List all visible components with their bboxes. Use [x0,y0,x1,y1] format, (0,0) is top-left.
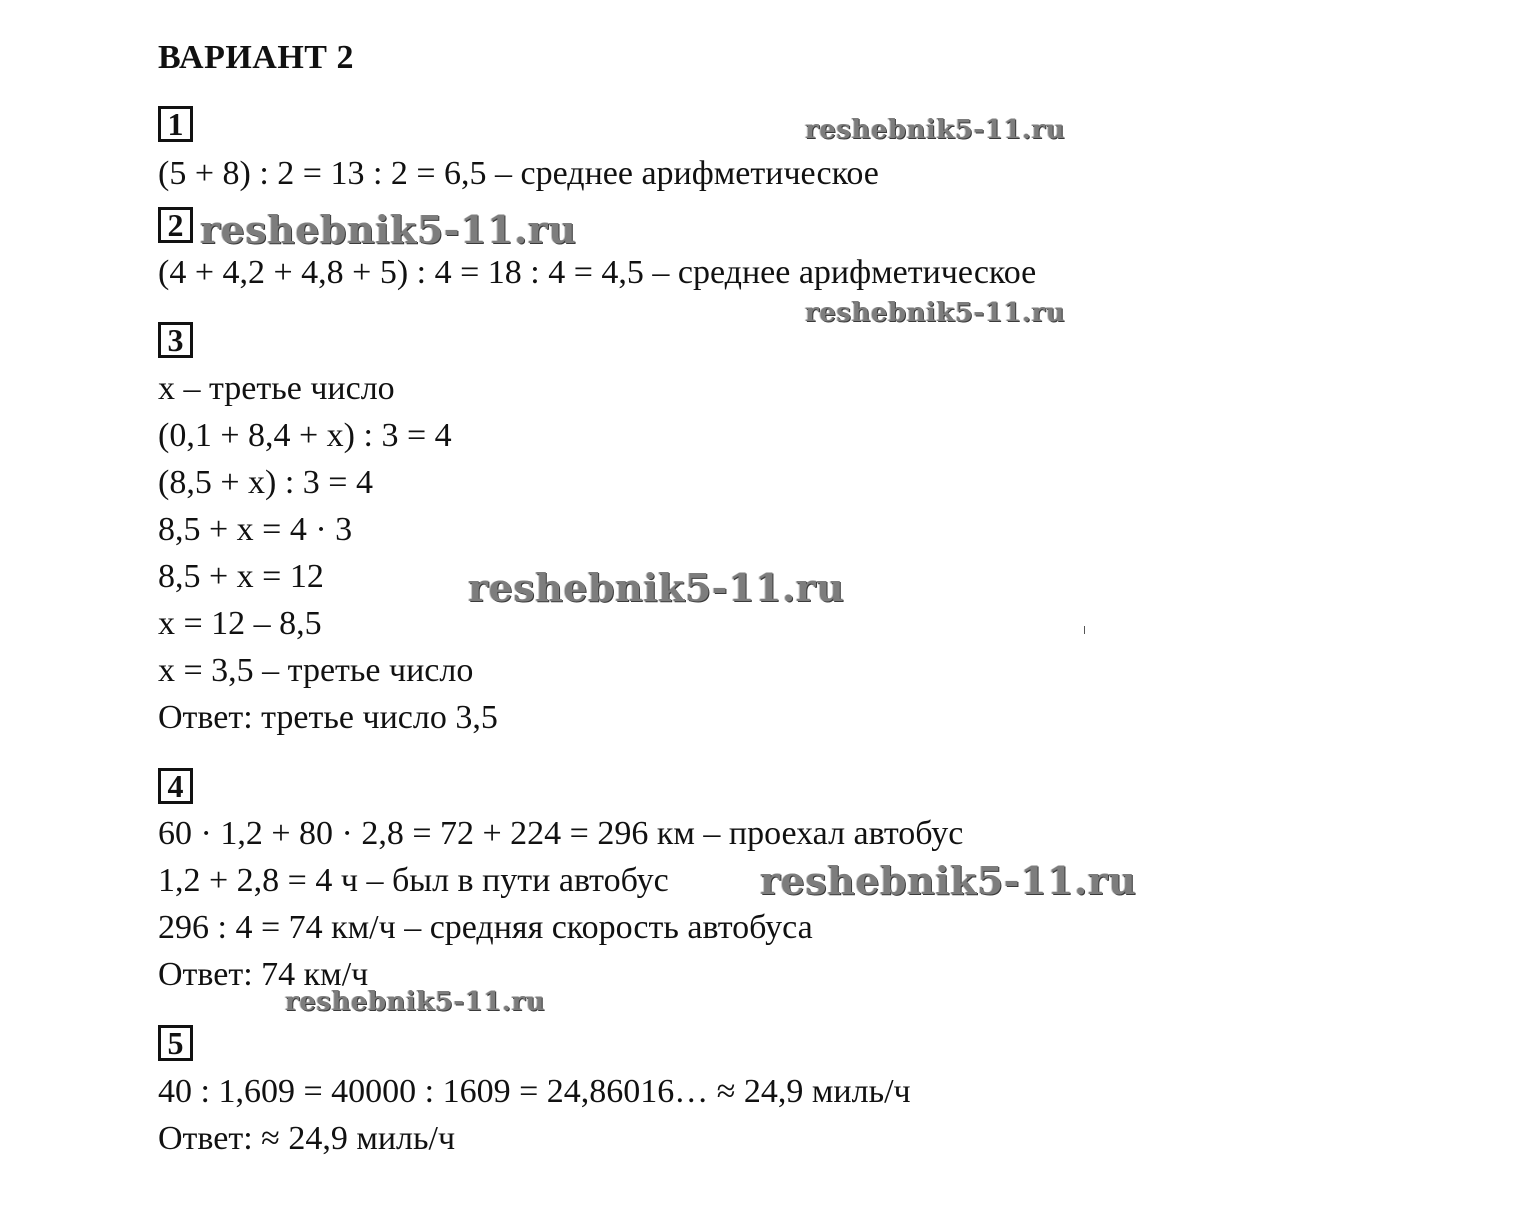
task-number-box: 4 [158,768,193,804]
answer-line: Ответ: третье число 3,5 [158,699,498,736]
solution-line: 1,2 + 2,8 = 4 ч – был в пути автобус [158,862,669,899]
solution-line: 8,5 + x = 12 [158,558,324,595]
solution-line: 60 · 1,2 + 80 · 2,8 = 72 + 224 = 296 км – проехал автобус [158,815,964,852]
solution-line: (0,1 + 8,4 + x) : 3 = 4 [158,417,452,454]
solution-line: x = 3,5 – третье число [158,652,474,689]
task-number-box: 2 [158,207,193,243]
scan-speck [1084,626,1088,634]
watermark: reshebnik5-11.ru [805,115,1066,145]
watermark: reshebnik5-11.ru [285,987,546,1017]
watermark: reshebnik5-11.ru [760,858,1137,903]
task-number-box: 1 [158,106,193,142]
solution-line: (5 + 8) : 2 = 13 : 2 = 6,5 – среднее арифметическое [158,155,879,192]
solution-line: 40 : 1,609 = 40000 : 1609 = 24,86016… ≈ 24,9 миль/ч [158,1073,911,1110]
solution-line: 8,5 + x = 4 · 3 [158,511,353,548]
solution-line: (8,5 + x) : 3 = 4 [158,464,373,501]
solution-line: (4 + 4,2 + 4,8 + 5) : 4 = 18 : 4 = 4,5 – среднее арифметическое [158,254,1037,291]
task-number-box: 3 [158,322,193,358]
solution-line: x = 12 – 8,5 [158,605,322,642]
solution-line: 296 : 4 = 74 км/ч – средняя скорость автобуса [158,909,813,946]
watermark: reshebnik5-11.ru [468,565,845,610]
page-title: ВАРИАНТ 2 [158,39,354,76]
answer-line: Ответ: ≈ 24,9 миль/ч [158,1120,456,1157]
watermark: reshebnik5-11.ru [805,298,1066,328]
task-number-box: 5 [158,1025,193,1061]
solution-line: x – третье число [158,370,395,407]
watermark: reshebnik5-11.ru [200,207,577,252]
answer-line: Ответ: 74 км/ч [158,956,369,993]
